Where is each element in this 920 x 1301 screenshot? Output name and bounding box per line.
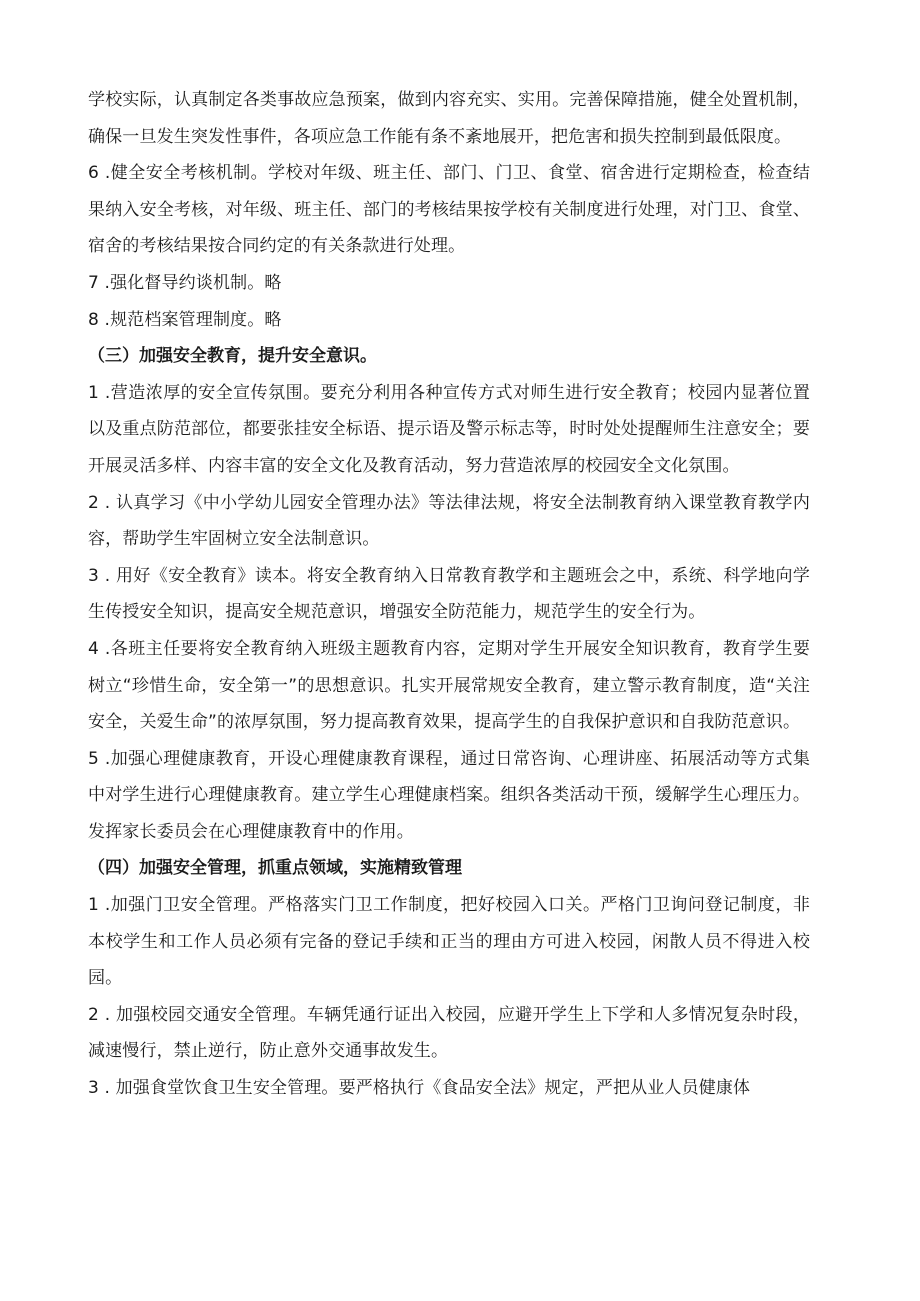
- paragraph-edu-3: 3 . 用好《安全教育》读本。将安全教育纳入日常教育教学和主题班会之中，系统、科学地向学生传授安全知识，提高安全规范意识，增强安全防范能力，规范学生的安全行为。: [88, 565, 810, 623]
- paragraph-edu-2: 2 . 认真学习《中小学幼儿园安全管理办法》等法律法规，将安全法制教育纳入课堂教育教学内容，帮助学生牢固树立安全法制意识。: [88, 492, 810, 550]
- paragraph-mgmt-3: 3 . 加强食堂饮食卫生安全管理。要严格执行《食品安全法》规定，严把从业人员健康体: [88, 1078, 751, 1099]
- paragraph-emergency-plan: 学校实际，认真制定各类事故应急预案，做到内容充实、实用。完善保障措施，健全处置机制，确保一旦发生突发性事件，各项应急工作能有条不紊地展开，把危害和损失控制到最低限度。: [88, 90, 810, 147]
- paragraph-item-7: 7 .强化督导约谈机制。略: [88, 272, 282, 293]
- paragraph-mgmt-2: 2 . 加强校园交通安全管理。车辆凭通行证出入校园，应避开学生上下学和人多情况复杂时段，减速慢行，禁止逆行，防止意外交通事故发生。: [88, 1004, 810, 1062]
- paragraph-item-6: 6 .健全安全考核机制。学校对年级、班主任、部门、门卫、食堂、宿舍进行定期检查，检查结果纳入安全考核，对年级、班主任、部门的考核结果按学校有关制度进行处理，对门卫、食堂、宿舍的考核结果按合同约定的有关条款进行处理。: [88, 163, 810, 257]
- section-heading-4: （四）加强安全管理，抓重点领域，实施精致管理: [88, 858, 462, 879]
- paragraph-edu-5: 5 .加强心理健康教育，开设心理健康教育课程，通过日常咨询、心理讲座、拓展活动等方式集中对学生进行心理健康教育。建立学生心理健康档案。组织各类活动干预，缓解学生心理压力。发挥家长委员会在心理健康教育中的作用。: [88, 748, 810, 842]
- paragraph-edu-4: 4 .各班主任要将安全教育纳入班级主题教育内容，定期对学生开展安全知识教育，教育学生要树立“珍惜生命，安全第一”的思想意识。扎实开展常规安全教育，建立警示教育制度，造“关注安全，关爱生命”的浓厚氛围，努力提高教育效果，提高学生的自我保护意识和自我防范意识。: [88, 638, 810, 733]
- paragraph-edu-1: 1 .营造浓厚的安全宣传氛围。要充分利用各种宣传方式对师生进行安全教育；校园内显著位置以及重点防范部位，都要张挂安全标语、提示语及警示标志等，时时处处提醒师生注意安全；要开展灵活多样、内容丰富的安全文化及教育活动，努力营造浓厚的校园安全文化氛围。: [88, 382, 810, 476]
- section-heading-3: （三）加强安全教育，提升安全意识。: [88, 346, 377, 367]
- paragraph-item-8: 8 .规范档案管理制度。略: [88, 309, 282, 330]
- paragraph-mgmt-1: 1 .加强门卫安全管理。严格落实门卫工作制度，把好校园入口关。严格门卫询问登记制度，非本校学生和工作人员必须有完备的登记手续和正当的理由方可进入校园，闲散人员不得进入校园。: [88, 895, 810, 989]
- document-page: [88, 82, 810, 1107]
